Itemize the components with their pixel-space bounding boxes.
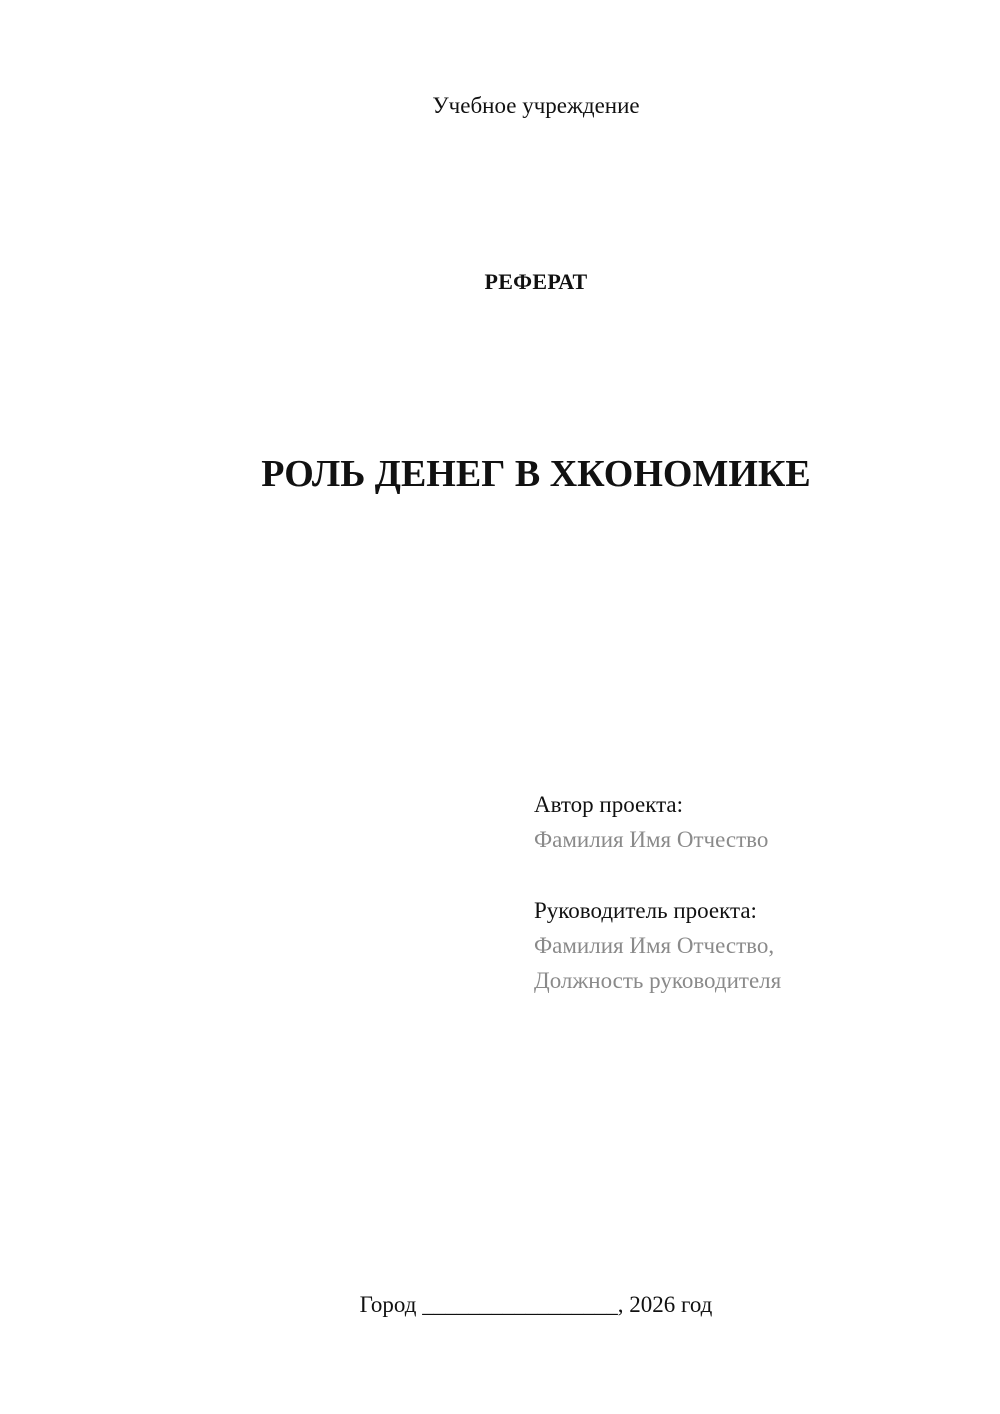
city-year-line: Город _________________, 2026 год <box>359 1292 713 1317</box>
credits-block <box>534 787 974 998</box>
document-title: РОЛЬ ДЕНЕГ В ХКОНОМИКЕ <box>261 453 811 495</box>
author-label: Автор проекта: <box>534 792 683 817</box>
supervisor-position: Должность руководителя <box>534 968 782 993</box>
supervisor-name: Фамилия Имя Отчество, <box>534 933 775 958</box>
author-name: Фамилия Имя Отчество <box>534 827 769 852</box>
institution-name: Учебное учреждение <box>432 93 640 118</box>
document-type: РЕФЕРАТ <box>484 269 588 294</box>
credits-spacer <box>534 857 974 893</box>
supervisor-label: Руководитель проекта: <box>534 898 757 923</box>
